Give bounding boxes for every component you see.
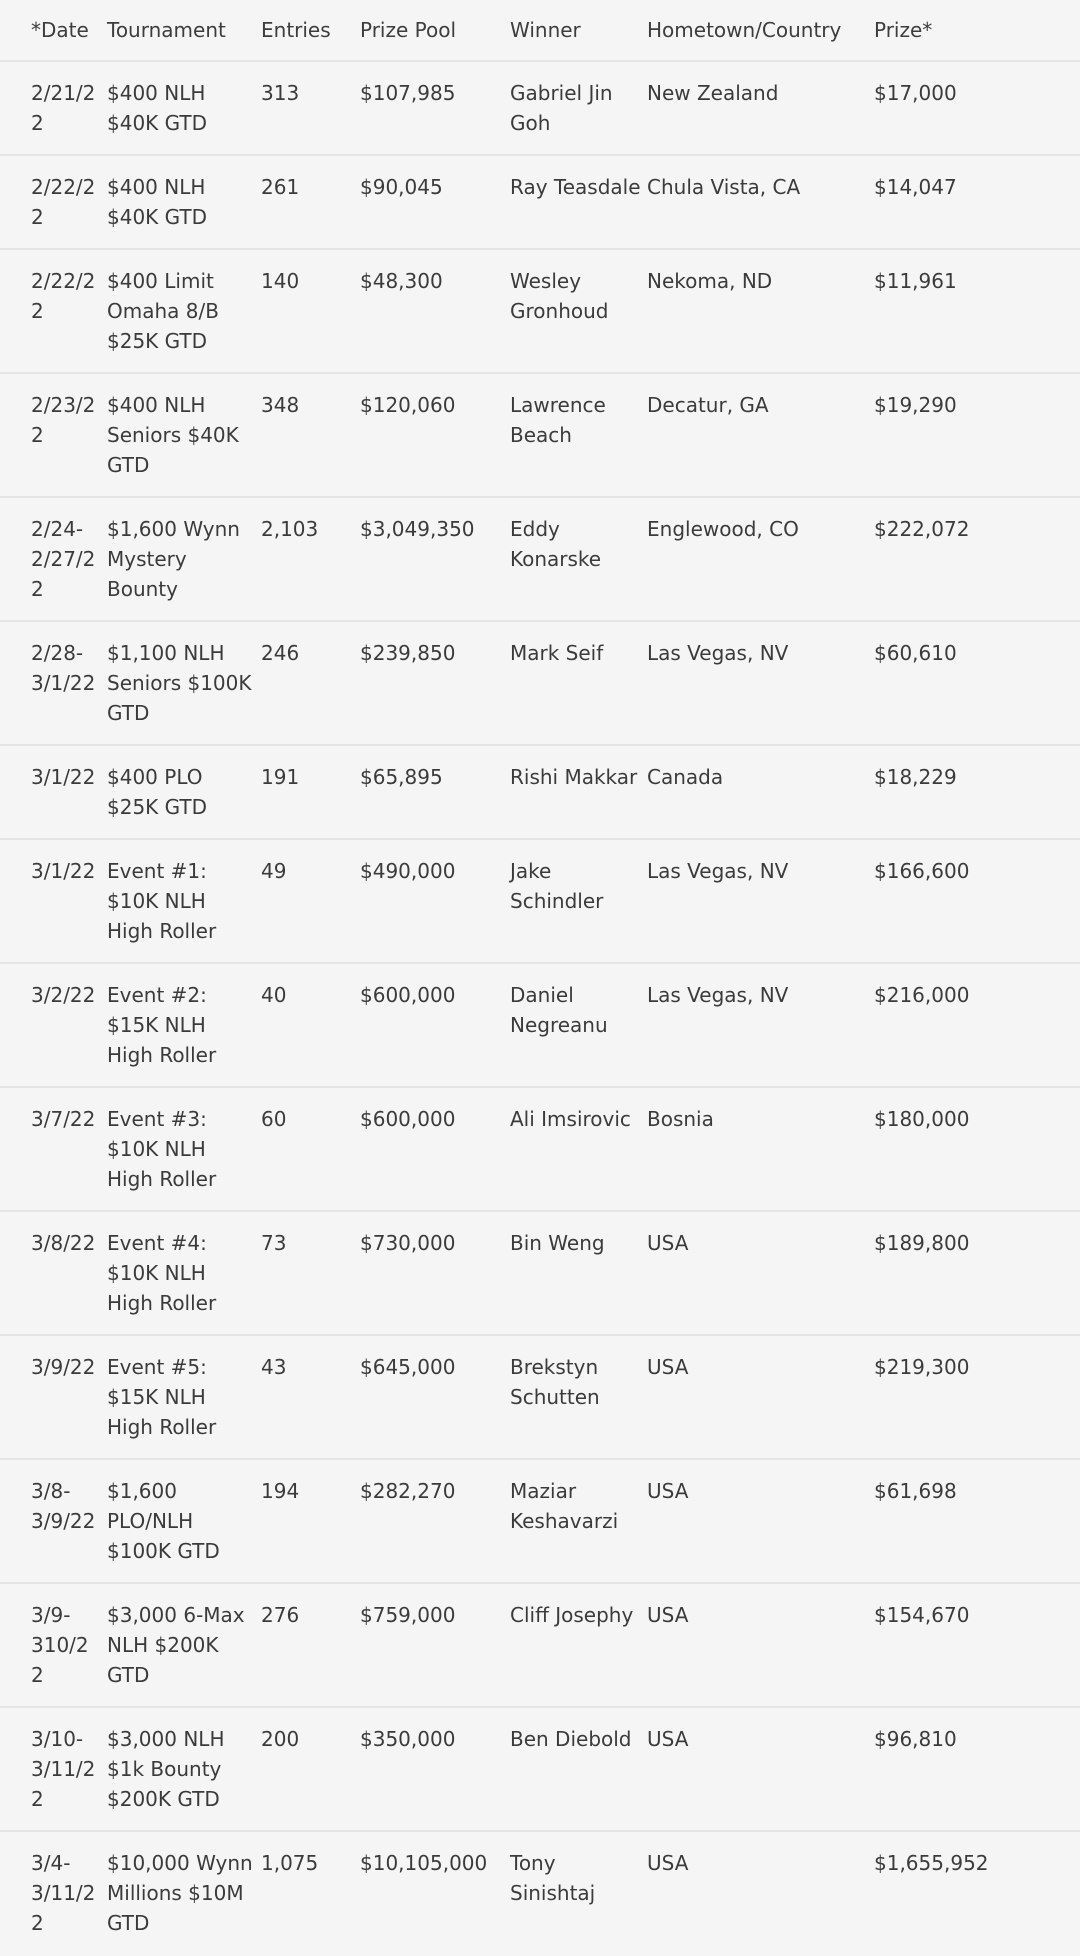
cell-hometown-country: USA	[647, 1355, 689, 1379]
table-row	[0, 1335, 1080, 1459]
cell-prize-pool: $65,895	[360, 765, 443, 789]
cell-prize: $60,610	[874, 641, 957, 665]
cell-prize-pool: $600,000	[360, 1107, 456, 1131]
cell-tournament: Event #2: $15K NLH High Roller	[107, 983, 217, 1067]
cell-winner: Tony Sinishtaj	[510, 1851, 596, 1905]
cell-entries: 313	[261, 81, 300, 105]
cell-winner: Brekstyn Schutten	[510, 1355, 600, 1409]
cell-prize-pool: $107,985	[360, 81, 456, 105]
cell-hometown-country: USA	[647, 1603, 689, 1627]
cell-prize-pool: $759,000	[360, 1603, 456, 1627]
cell-prize-pool: $3,049,350	[360, 517, 475, 541]
table-body	[0, 61, 1080, 1956]
table-row	[0, 621, 1080, 745]
cell-hometown-country: Las Vegas, NV	[647, 641, 789, 665]
cell-entries: 276	[261, 1603, 300, 1627]
cell-winner: Mark Seif	[510, 641, 604, 665]
cell-date: 2/28-3/1/22	[31, 641, 96, 695]
table-row	[0, 839, 1080, 963]
cell-tournament: $400 PLO $25K GTD	[107, 765, 208, 819]
table-row	[0, 745, 1080, 839]
cell-date: 3/8-3/9/22	[31, 1479, 96, 1533]
cell-prize: $180,000	[874, 1107, 970, 1131]
cell-winner: Wesley Gronhoud	[510, 269, 609, 323]
cell-winner: Rishi Makkar	[510, 765, 638, 789]
cell-prize-pool: $730,000	[360, 1231, 456, 1255]
cell-hometown-country: Canada	[647, 765, 724, 789]
table-row	[0, 1707, 1080, 1831]
cell-entries: 246	[261, 641, 300, 665]
cell-date: 2/23/22	[31, 393, 96, 447]
table-row	[0, 1211, 1080, 1335]
cell-prize-pool: $645,000	[360, 1355, 456, 1379]
table-row	[0, 1087, 1080, 1211]
cell-date: 2/24-2/27/22	[31, 517, 96, 601]
table-row	[0, 1831, 1080, 1956]
cell-prize-pool: $282,270	[360, 1479, 456, 1503]
cell-prize: $216,000	[874, 983, 970, 1007]
cell-date: 2/22/22	[31, 269, 96, 323]
cell-prize: $61,698	[874, 1479, 957, 1503]
table-row	[0, 1583, 1080, 1707]
cell-winner: Maziar Keshavarzi	[510, 1479, 619, 1533]
cell-winner: Ali Imsirovic	[510, 1107, 631, 1131]
cell-tournament: Event #4: $10K NLH High Roller	[107, 1231, 217, 1315]
cell-tournament: $400 NLH $40K GTD	[107, 175, 208, 229]
cell-prize: $166,600	[874, 859, 970, 883]
cell-prize: $19,290	[874, 393, 957, 417]
cell-prize: $154,670	[874, 1603, 970, 1627]
table-header	[0, 0, 1080, 61]
table-row	[0, 249, 1080, 373]
cell-tournament: $1,600 PLO/NLH $100K GTD	[107, 1479, 220, 1563]
cell-entries: 49	[261, 859, 287, 883]
cell-winner: Lawrence Beach	[510, 393, 606, 447]
cell-hometown-country: Las Vegas, NV	[647, 859, 789, 883]
cell-tournament: Event #5: $15K NLH High Roller	[107, 1355, 217, 1439]
header-tournament: Tournament	[107, 18, 226, 42]
cell-date: 3/10-3/11/22	[31, 1727, 96, 1811]
header-prize: Prize*	[874, 18, 933, 42]
cell-tournament: $3,000 NLH $1k Bounty $200K GTD	[107, 1727, 225, 1811]
header-winner: Winner	[510, 18, 581, 42]
cell-prize: $11,961	[874, 269, 957, 293]
cell-hometown-country: USA	[647, 1851, 689, 1875]
table-row	[0, 497, 1080, 621]
cell-hometown-country: Chula Vista, CA	[647, 175, 801, 199]
cell-winner: Jake Schindler	[510, 859, 604, 913]
cell-winner: Bin Weng	[510, 1231, 605, 1255]
cell-winner: Daniel Negreanu	[510, 983, 608, 1037]
cell-prize: $222,072	[874, 517, 970, 541]
cell-hometown-country: Bosnia	[647, 1107, 714, 1131]
cell-entries: 261	[261, 175, 300, 199]
header-hometown-country: Hometown/Country	[647, 18, 842, 42]
cell-entries: 40	[261, 983, 287, 1007]
cell-entries: 140	[261, 269, 300, 293]
cell-date: 3/9-310/22	[31, 1603, 89, 1687]
cell-tournament: Event #1: $10K NLH High Roller	[107, 859, 217, 943]
cell-entries: 43	[261, 1355, 287, 1379]
cell-date: 3/1/22	[31, 859, 96, 883]
cell-tournament: $400 NLH $40K GTD	[107, 81, 208, 135]
cell-date: 3/9/22	[31, 1355, 96, 1379]
cell-entries: 348	[261, 393, 300, 417]
cell-winner: Ray Teasdale	[510, 175, 641, 199]
cell-entries: 2,103	[261, 517, 319, 541]
header-prize-pool: Prize Pool	[360, 18, 457, 42]
cell-winner: Eddy Konarske	[510, 517, 602, 571]
cell-entries: 200	[261, 1727, 300, 1751]
cell-entries: 60	[261, 1107, 287, 1131]
cell-hometown-country: Las Vegas, NV	[647, 983, 789, 1007]
cell-hometown-country: Englewood, CO	[647, 517, 799, 541]
table-row	[0, 963, 1080, 1087]
cell-date: 3/2/22	[31, 983, 96, 1007]
cell-date: 3/1/22	[31, 765, 96, 789]
table-row	[0, 155, 1080, 249]
cell-prize: $18,229	[874, 765, 957, 789]
cell-date: 2/21/22	[31, 81, 96, 135]
cell-prize-pool: $490,000	[360, 859, 456, 883]
header-entries: Entries	[261, 18, 331, 42]
cell-prize: $14,047	[874, 175, 957, 199]
cell-tournament: $400 Limit Omaha 8/B $25K GTD	[107, 269, 219, 353]
cell-tournament: $1,600 Wynn Mystery Bounty	[107, 517, 240, 601]
cell-tournament: Event #3: $10K NLH High Roller	[107, 1107, 217, 1191]
cell-hometown-country: USA	[647, 1727, 689, 1751]
cell-date: 3/8/22	[31, 1231, 96, 1255]
table-row	[0, 61, 1080, 155]
cell-date: 3/4-3/11/22	[31, 1851, 96, 1935]
cell-prize: $219,300	[874, 1355, 970, 1379]
cell-prize: $96,810	[874, 1727, 957, 1751]
cell-entries: 191	[261, 765, 300, 789]
cell-hometown-country: Nekoma, ND	[647, 269, 773, 293]
cell-date: 3/7/22	[31, 1107, 96, 1131]
cell-prize: $1,655,952	[874, 1851, 989, 1875]
cell-hometown-country: New Zealand	[647, 81, 779, 105]
cell-prize-pool: $239,850	[360, 641, 456, 665]
table-row	[0, 373, 1080, 497]
table-row	[0, 1459, 1080, 1583]
cell-date: 2/22/22	[31, 175, 96, 229]
cell-tournament: $400 NLH Seniors $40K GTD	[107, 393, 239, 477]
cell-hometown-country: Decatur, GA	[647, 393, 769, 417]
cell-tournament: $10,000 Wynn Millions $10M GTD	[107, 1851, 253, 1935]
cell-winner: Cliff Josephy	[510, 1603, 634, 1627]
cell-entries: 194	[261, 1479, 300, 1503]
cell-prize-pool: $120,060	[360, 393, 456, 417]
cell-winner: Ben Diebold	[510, 1727, 632, 1751]
cell-prize-pool: $350,000	[360, 1727, 456, 1751]
cell-prize-pool: $48,300	[360, 269, 443, 293]
header-row	[0, 0, 1080, 61]
cell-prize-pool: $90,045	[360, 175, 443, 199]
cell-hometown-country: USA	[647, 1479, 689, 1503]
cell-tournament: $1,100 NLH Seniors $100K GTD	[107, 641, 252, 725]
cell-tournament: $3,000 6-Max NLH $200K GTD	[107, 1603, 245, 1687]
cell-hometown-country: USA	[647, 1231, 689, 1255]
cell-prize: $17,000	[874, 81, 957, 105]
cell-prize-pool: $600,000	[360, 983, 456, 1007]
header-date: *Date	[31, 18, 89, 42]
cell-entries: 1,075	[261, 1851, 319, 1875]
cell-prize-pool: $10,105,000	[360, 1851, 488, 1875]
cell-prize: $189,800	[874, 1231, 970, 1255]
cell-entries: 73	[261, 1231, 287, 1255]
cell-winner: Gabriel Jin Goh	[510, 81, 613, 135]
